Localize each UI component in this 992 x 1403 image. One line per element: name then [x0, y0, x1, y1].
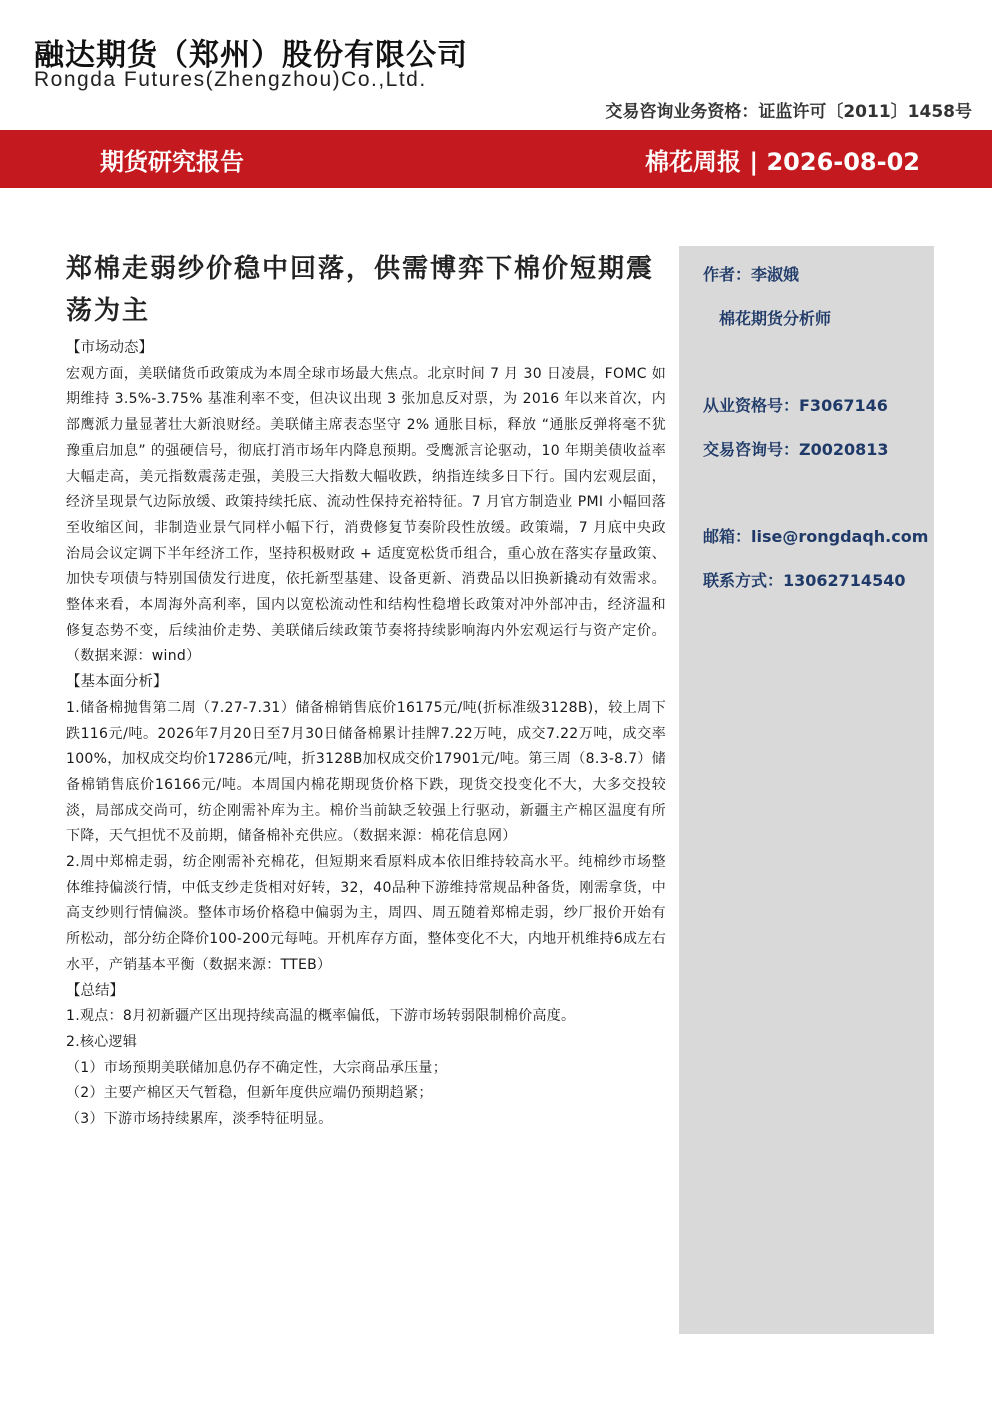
summary-logic-item: （3）下游市场持续累库，淡季特征明显。 [66, 1111, 333, 1128]
section-heading-market: 【市场动态】 [66, 340, 153, 356]
author-phone: 联系方式：13062714540 [703, 571, 906, 590]
author-sidebar [679, 246, 934, 1334]
banner-report-type: 期货研究报告 [100, 148, 244, 176]
summary-logic-item: （2）主要产棉区天气暂稳，但新年度供应端仍预期趋紧； [66, 1085, 433, 1102]
section-heading-fundamentals: 【基本面分析】 [66, 674, 168, 691]
banner-report-date: 棉花周报 | 2026-08-02 [645, 148, 920, 176]
company-name-en: Rongda Futures(Zhengzhou)Co.,Ltd. [34, 68, 427, 91]
company-name-cn: 融达期货（郑州）股份有限公司 [34, 38, 468, 73]
summary-view: 1.观点：8月初新疆产区出现持续高温的概率偏低，下游市场转弱限制棉价高度。 [66, 1008, 576, 1025]
author-email: 邮箱：lise@rongdaqh.com [703, 527, 929, 546]
license-statement: 交易咨询业务资格：证监许可〔2011〕1458号 [605, 102, 972, 122]
section-heading-summary: 【总结】 [66, 982, 124, 999]
summary-logic-heading: 2.核心逻辑 [66, 1033, 138, 1050]
header-banner [0, 130, 992, 188]
fundamentals-paragraph-2: 2.周中郑棉走弱，纺企刚需补充棉花，但短期来看原料成本依旧维持较高水平。纯棉纱市场整体维持偏淡行情，中低支纱走货相对好转，32，40品种下游维持常规品种备货，刚需拿货，中高支纱则行情偏淡。整体市场价格稳中偏弱为主，周四、周五随着郑棉走弱，纱厂报价开始有所松动，部分纺企降价100-200元每吨。开机库存方面，整体变化不大，内地开机维持6成左右水平，产销基本平衡（数据来源：TTEB） [66, 854, 666, 973]
report-body [66, 248, 666, 1133]
report-title: 郑棉走弱纱价稳中回落，供需博弈下棉价短期震荡为主 [66, 254, 655, 326]
summary-logic-item: （1）市场预期美联储加息仍存不确定性，大宗商品承压量； [66, 1059, 448, 1076]
fundamentals-paragraph-1: 1.储备棉抛售第二周（7.27-7.31）储备棉销售底价16175元/吨(折标准级3128B)，较上周下跌116元/吨。2026年7月20日至7月30日储备棉累计挂牌7.22万吨，成交7.22万吨，成交率100%，加权成交均价17286元/吨，折3128B加权成交价17901元/吨。第三周（8.3-8.7）储备棉销售底价16166元/吨。本周国内棉花期现货价格下跌，现货交投变化不大，大多交投较淡，局部成交尚可，纺企刚需补库为主。棉价当前缺乏较强上行驱动，新疆主产棉区温度有所下降，天气担忧不及前期，储备棉补充供应。（数据来源：棉花信息网） [66, 699, 666, 845]
author-name: 作者：李淑娥 [703, 265, 800, 284]
market-dynamics-paragraph: 宏观方面，美联储货币政策成为本周全球市场最大焦点。北京时间 7 月 30 日凌晨，FOMC 如期维持 3.5%-3.75% 基准利率不变，但决议出现 3 张加息反对票，为 2016 年以来首次，内部鹰派力量显著壮大新浪财经。美联储主席表态坚守 2% 通胀目标，释放 “通胀反弹将毫不犹豫重启加息” 的强硬信号，彻底打消市场年内降息预期。受鹰派言论驱动，10 年期美债收益率大幅走高，美元指数震荡走强，美股三大指数大幅收跌，纳指连续多日下行。国内宏观层面，经济呈现景气边际放缓、政策持续托底、流动性保持充裕特征。7 月官方制造业 PMI 小幅回落至收缩区间，非制造业景气同样小幅下行，消费修复节奏阶段性放缓。政策端，7 月底中央政治局会议定调下半年经济工作，坚持积极财政 + 适度宽松货币组合，重心放在落实存量政策、加快专项债与特别国债发行进度，依托新型基建、设备更新、消费品以旧换新撬动有效需求。整体来看，本周海外高利率，国内以宽松流动性和结构性稳增长政策对冲外部冲击，经济温和修复态势不变，后续油价走势、美联储后续政策节奏将持续影响海内外宏观运行与资产定价。（数据来源：wind） [66, 365, 666, 665]
consult-number: 交易咨询号：Z0020813 [703, 440, 889, 459]
author-role: 棉花期货分析师 [719, 309, 832, 328]
qualification-number: 从业资格号：F3067146 [703, 396, 888, 415]
